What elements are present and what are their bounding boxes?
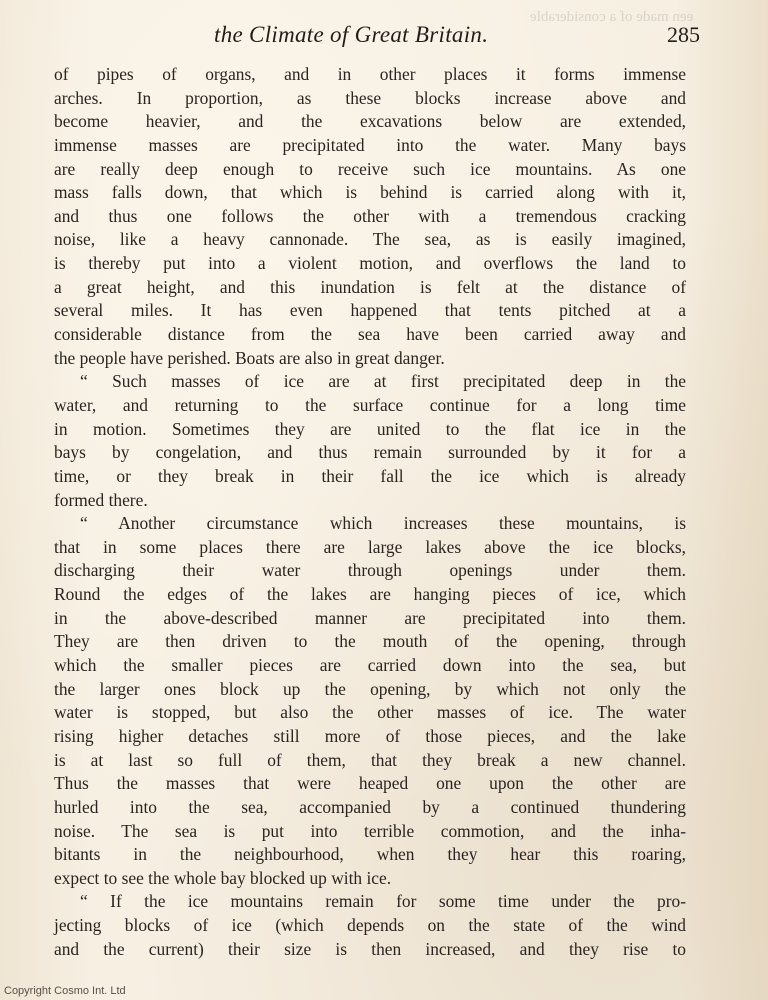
text-line: expect to see the whole bay blocked up with ice.: [54, 867, 392, 888]
text-line: noise. The sea is put into terrible commotion, and the inha-: [54, 820, 686, 841]
text-line: time, or they break in their fall the ice which is already: [54, 465, 686, 486]
text-line: and the current) their size is then increased, and they rise to: [54, 938, 686, 959]
text-line: noise, like a heavy cannonade. The sea, as is easily imagined,: [54, 229, 686, 250]
text-line: rising higher detaches still more of those pieces, and the lake: [54, 725, 686, 746]
copyright-watermark: Copyright Cosmo Int. Ltd: [4, 985, 126, 997]
text-line: discharging their water through openings under them.: [54, 560, 686, 581]
text-line: “ Another circumstance which increases these mountains, is: [80, 513, 686, 534]
text-line: “ Such masses of ice are at first precipitated deep in the: [80, 371, 686, 392]
text-line: considerable distance from the sea have been carried away and: [54, 324, 686, 345]
body-text: [54, 63, 686, 961]
text-line: that in some places there are large lakes above the ice blocks,: [54, 536, 686, 557]
text-line: the people have perished. Boats are also in great danger.: [54, 347, 445, 368]
text-line: They are then driven to the mouth of the opening, through: [54, 631, 686, 652]
text-line: is at last so full of them, that they break a new channel.: [54, 749, 686, 770]
text-line: formed there.: [54, 489, 148, 510]
text-line: immense masses are precipitated into the water. Many bays: [54, 134, 686, 155]
text-line: water is stopped, but also the other masses of ice. The water: [54, 702, 686, 723]
text-line: Round the edges of the lakes are hanging pieces of ice, which: [54, 584, 686, 605]
text-line: bitants in the neighbourhood, when they hear this roaring,: [54, 844, 686, 865]
text-line: jecting blocks of ice (which depends on the state of the wind: [54, 915, 686, 936]
show-through-text: een made of a considerable: [530, 9, 694, 25]
text-line: which the smaller pieces are carried down into the sea, but: [54, 655, 686, 676]
text-line: is thereby put into a violent motion, and overflows the land to: [54, 253, 686, 274]
page-header: [52, 22, 700, 52]
text-line: bays by congelation, and thus remain surrounded by it for a: [54, 442, 686, 463]
text-line: arches. In proportion, as these blocks increase above and: [54, 87, 686, 108]
text-line: a great height, and this inundation is felt at the distance of: [54, 276, 686, 297]
text-line: Thus the masses that were heaped one upon the other are: [54, 773, 686, 794]
text-line: several miles. It has even happened that tents pitched at a: [54, 300, 686, 321]
running-title: the Climate of Great Britain.: [214, 22, 489, 47]
text-line: of pipes of organs, and in other places it forms immense: [54, 64, 686, 84]
text-line: are really deep enough to receive such ice mountains. As one: [54, 158, 686, 179]
text-line: and thus one follows the other with a tremendous cracking: [54, 205, 686, 226]
text-line: water, and returning to the surface continue for a long time: [54, 394, 686, 415]
text-line: “ If the ice mountains remain for some time under the pro-: [80, 891, 686, 912]
text-line: the larger ones block up the opening, by which not only the: [54, 678, 686, 699]
text-line: in motion. Sometimes they are united to the flat ice in the: [54, 418, 686, 439]
text-line: in the above-described manner are precipitated into them.: [54, 607, 686, 628]
text-line: hurled into the sea, accompanied by a continued thundering: [54, 796, 686, 817]
text-line: mass falls down, that which is behind is carried along with it,: [54, 182, 686, 203]
text-line: become heavier, and the excavations below are extended,: [54, 111, 686, 132]
page-number: 285: [667, 22, 700, 47]
